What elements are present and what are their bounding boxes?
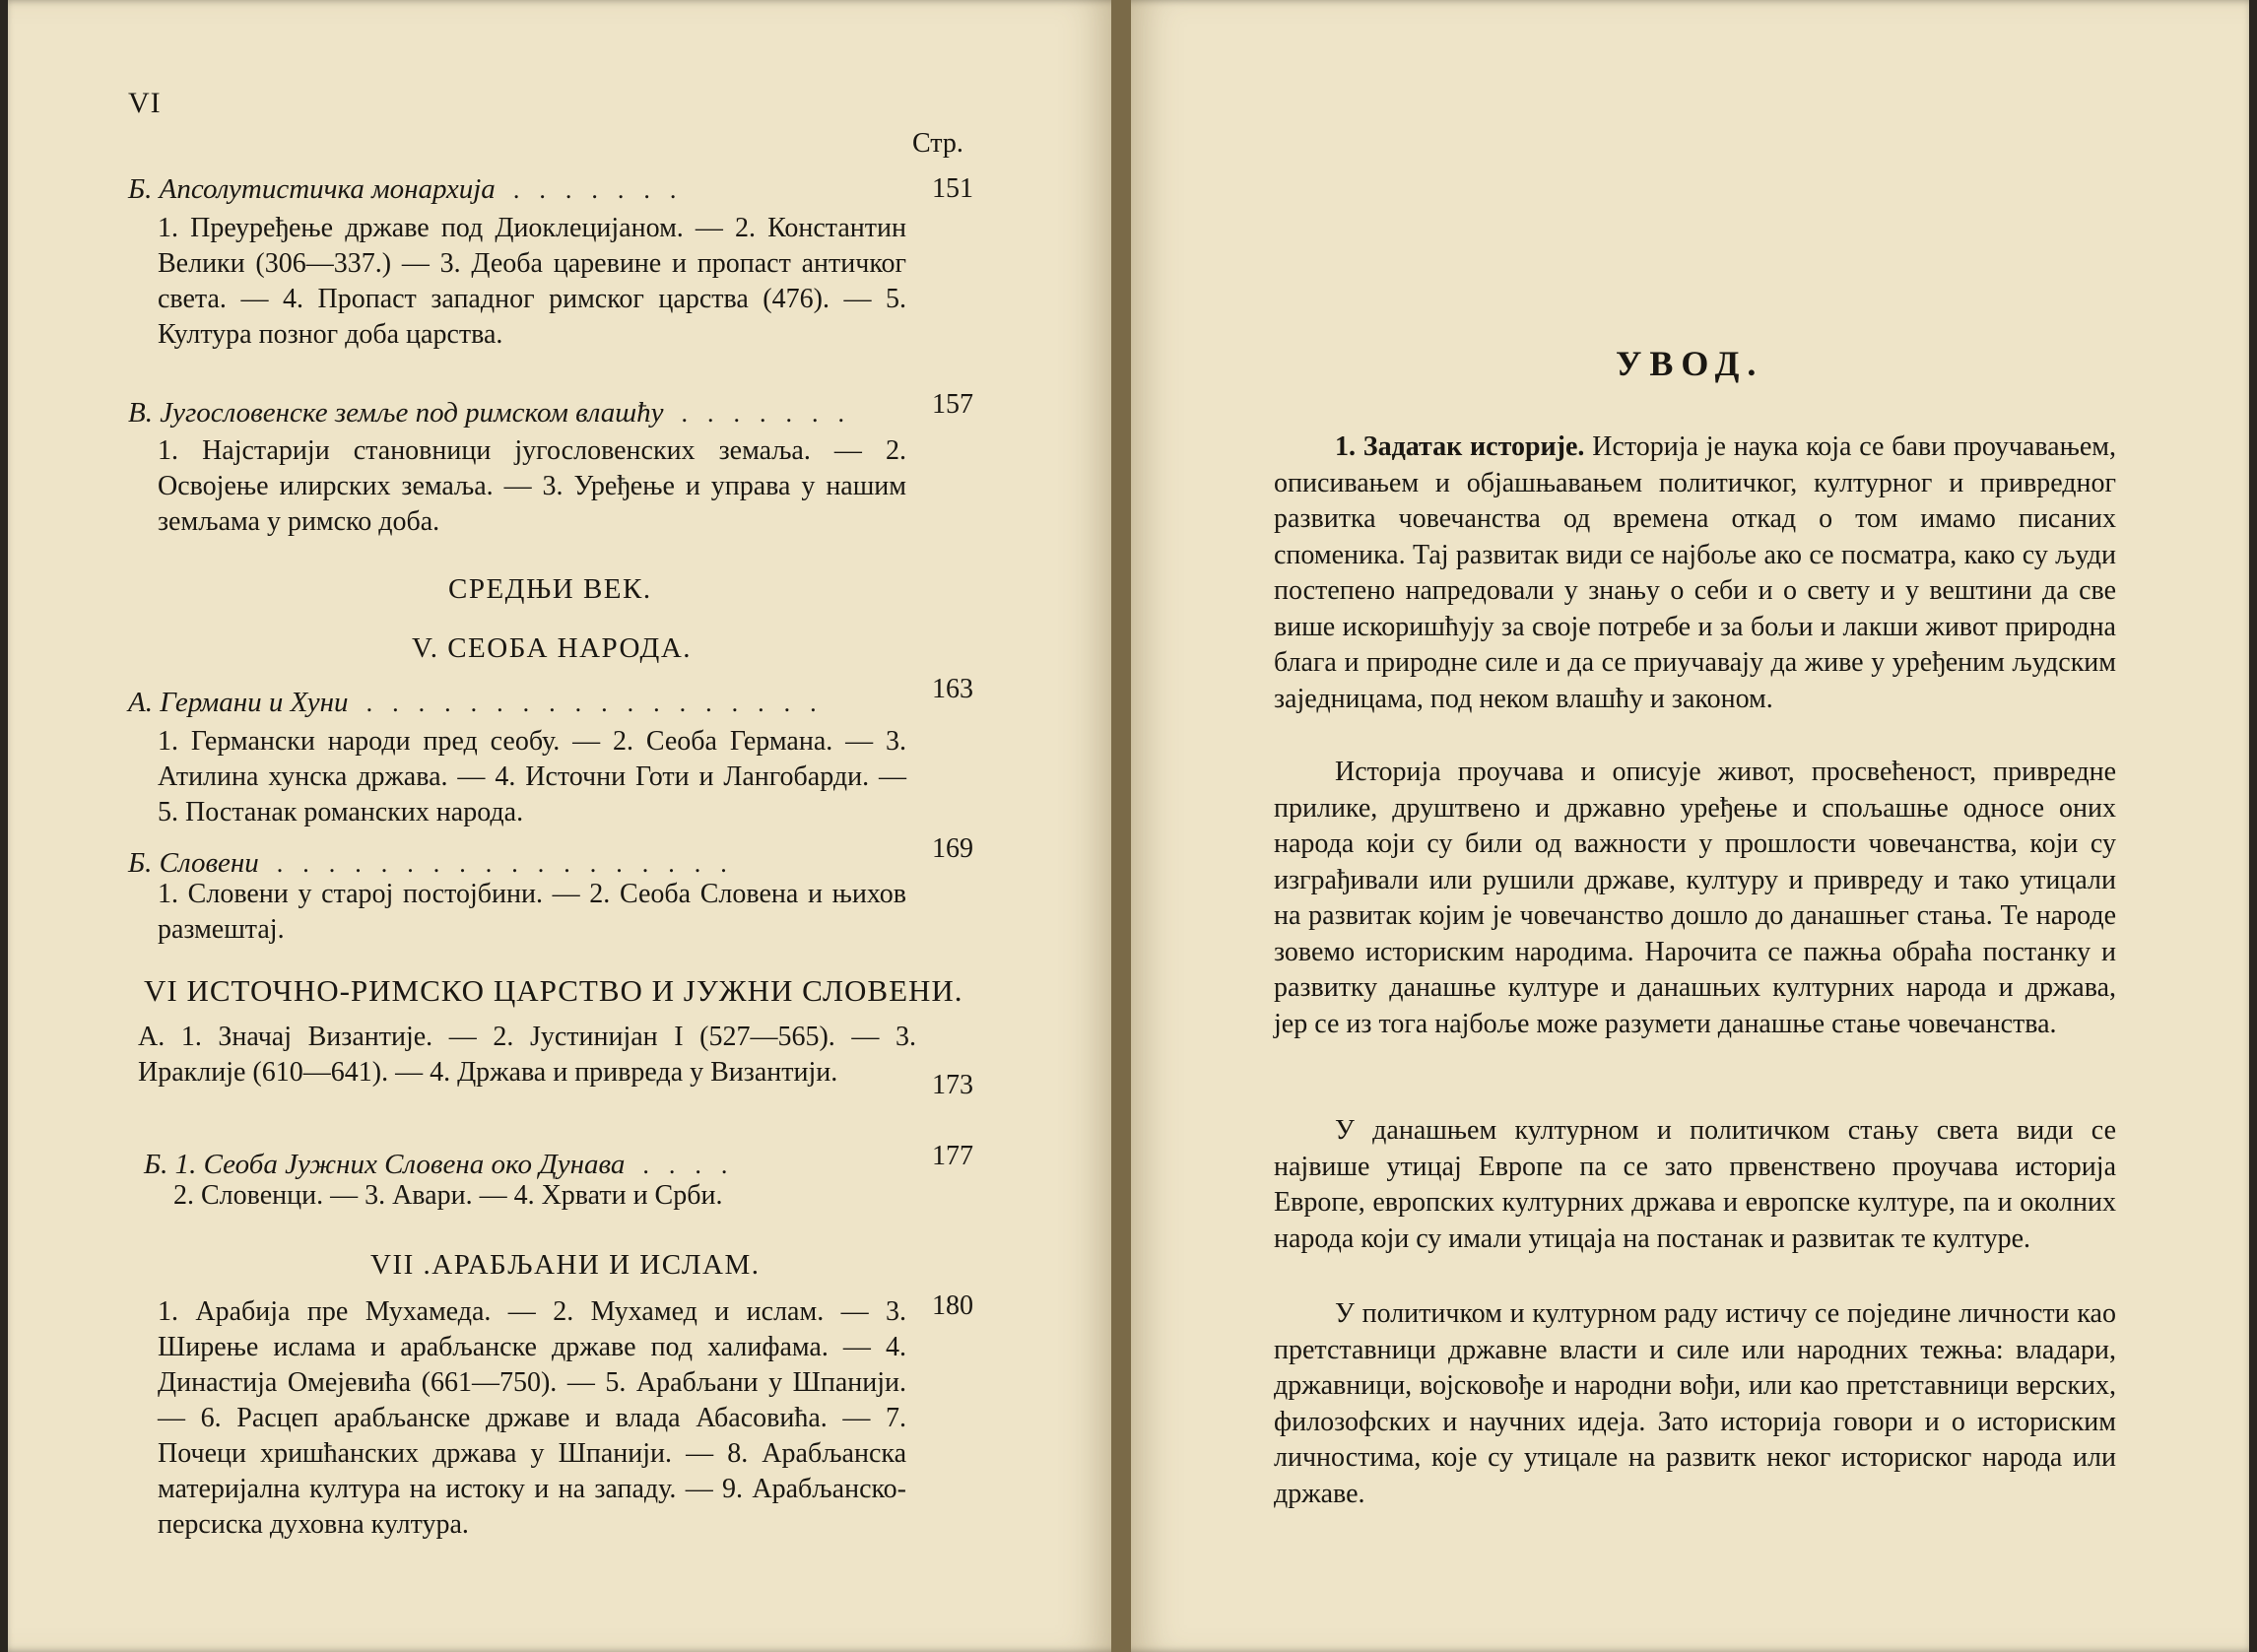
- left-page: [0, 0, 1111, 1652]
- toc-page-number: 177: [932, 1141, 973, 1171]
- chapter-heading: VI ИСТОЧНО-РИМСКО ЦАРСТВО И ЈУЖНИ СЛОВЕНИ.: [144, 973, 963, 1008]
- chapter-heading: V. СЕОБА НАРОДА.: [412, 632, 693, 664]
- toc-page-number: 169: [932, 833, 973, 864]
- toc-page-number: 157: [932, 389, 973, 420]
- page-number: VI: [128, 87, 162, 119]
- toc-page-number: 173: [932, 1070, 973, 1100]
- toc-entry-description: 1. Словени у старој постојбини. — 2. Сеоба Словена и њихов размештај.: [158, 879, 906, 945]
- toc-entry-heading: Б. Словени ..................: [128, 847, 747, 879]
- toc-page-number: 180: [932, 1290, 973, 1321]
- toc-entry-heading: А. Германи и Хуни ..................: [128, 687, 836, 718]
- toc-page-number: 163: [932, 674, 973, 704]
- body-paragraph: У данашњем културном и политичком стању света види се највише утицај Европе па се зато првенствено проучава историја Европе, европских културних држава и европске културе, па и околних народа који су имали утицаја на постанак и развитак те културе.: [1274, 1115, 2116, 1254]
- toc-entry-description: 1. Арабија пре Мухамеда. — 2. Мухамед и ислам. — 3. Ширење ислама и арабљанске државе под халифама. — 4. Династија Омејевића (661—750). — 5. Арабљани у Шпанији. — 6. Расцеп арабљанске државе и влада Абасовића. — 7. Почеци хришћанских држава у Шпанији. — 8. Арабљанска материјална култура на истоку и на западу. — 9. Арабљанско-персиска духовна култура.: [158, 1296, 906, 1540]
- toc-entry-description: 1. Преуређење државе под Диоклецијаном. — 2. Константин Велики (306—337.) — 3. Деоба царевине и пропаст античког света. — 4. Пропаст западног римског царства (476). — 5. Култура позног доба царства.: [158, 213, 906, 350]
- body-paragraph: Историја проучава и описује живот, просвећеност, привредне прилике, друштвено и државно уређење и спољашње односе оних народа који су били од важности у прошлости човечанства, који су изграђивали или рушили државе, културу и привреду и тако утицали на развитак којим је човечанство дошло до данашњег стања. Те народе зовемо историским народима. Нарочита се пажња обраћа постанку и развитку данашње културе и данашњих културних народа и држава, јер се из тога најбоље може разумети данашње стање човечанства.: [1274, 757, 2116, 1039]
- toc-entry-heading: В. Југословенске земље под римском влашћу .......: [128, 397, 864, 429]
- toc-entry-description: А. 1. Значај Византије. — 2. Јустинијан I (527—565). — 3. Ираклије (610—641). — 4. Држава и привреда у Византији.: [138, 1022, 916, 1088]
- toc-entry-description: 1. Најстарији становници југословенских земаља. — 2. Освојење илирских земаља. — 3. Уређење и управа у нашим земљама у римско доба.: [158, 435, 906, 537]
- toc-entry-heading: Б. Апсолутистичка монархија .......: [128, 173, 697, 205]
- toc-entry-description: 1. Германски народи пред сеобу. — 2. Сеоба Германа. — 3. Атилина хунска држава. — 4. Источни Готи и Лангобарди. — 5. Постанак романских народа.: [158, 726, 906, 827]
- toc-entry-heading: Б. 1. Сеоба Јужних Словена око Дунава ....: [144, 1149, 748, 1180]
- part-heading: СРЕДЊИ ВЕК.: [448, 573, 652, 605]
- chapter-heading: VII .АРАБЉАНИ И ИСЛАМ.: [370, 1249, 761, 1281]
- chapter-title: УВОД.: [1616, 344, 1764, 383]
- section-heading: 1. Задатак историје.: [1335, 431, 1585, 462]
- toc-page-number: 151: [932, 173, 973, 204]
- body-paragraph: У политичком и културном раду истичу се поједине личности као претставници државне власти и силе или народних тежња: владари, државници, војсковође и народни вођи, или као претставници верских, филозофских и научних идеја. Зато историја говори и о историским личностима, које су утицале на развитк неког историског народа или државе.: [1274, 1298, 2116, 1509]
- book-gutter: [1111, 0, 1131, 1652]
- toc-entry-description: 2. Словенци. — 3. Авари. — 4. Хрвати и Срби.: [173, 1180, 723, 1211]
- page-column-header: Стр.: [912, 128, 963, 159]
- body-paragraph: 1. Задатак историје. Историја је наука која се бави проучавањем, описивањем и објашњавањем политичког, културног и привредног развитка човечанства од времена откад о том имамо писаних споменика. Тај развитак види се најбоље ако се посматра, како су људи постепено напредовали у знању о себи и о свету и у вештини да све више искоришћују за своје потребе и за бољи и лакши живот природна блага и природне силе и да се приучавају да живе у уређеним људским заједницама, под неком влашћу и законом.: [1274, 431, 2117, 714]
